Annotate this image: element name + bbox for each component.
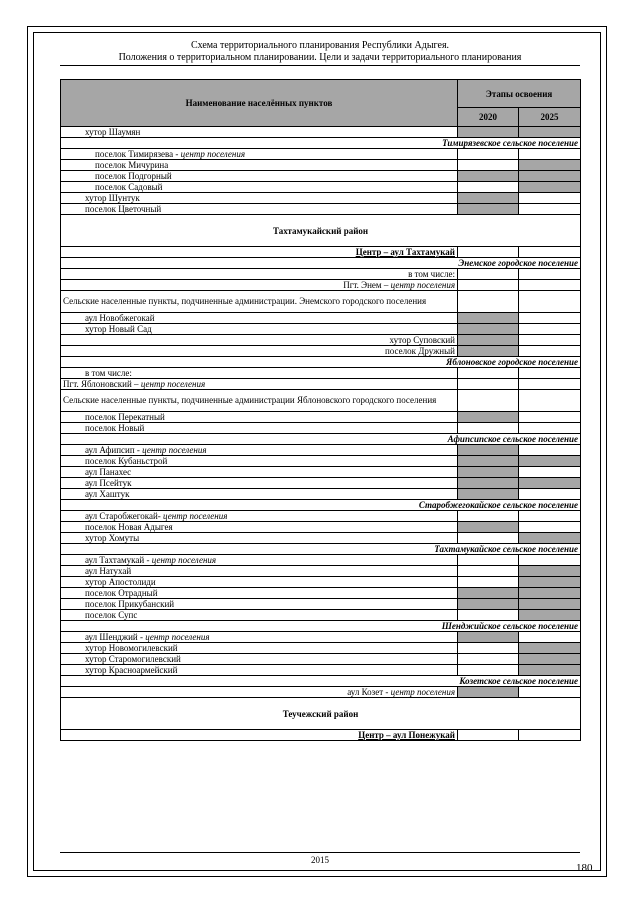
table-row <box>61 467 581 478</box>
column-header-2025: 2025 <box>519 108 581 127</box>
table-row <box>61 160 581 171</box>
table-row <box>61 511 581 522</box>
table-row <box>61 434 581 445</box>
settlement-group-title: Тахтамукайское сельское поселение <box>61 544 581 555</box>
header-divider <box>60 65 580 66</box>
settlement-name: поселок Прикубанский <box>61 599 458 610</box>
table-row <box>61 423 581 434</box>
settlement-name: поселок Садовый <box>61 182 458 193</box>
header-line-2: Положения о территориальном планировании. Цели и задачи территориального планирования <box>118 52 522 63</box>
table-row <box>61 687 581 698</box>
table-row <box>61 599 581 610</box>
district-center: Центр – аул Понежукай <box>61 730 458 741</box>
settlement-name: аул Псейтук <box>61 478 458 489</box>
settlement-group-title: Козетское сельское поселение <box>61 676 581 687</box>
table-row <box>61 654 581 665</box>
settlement-name: поселок Мичурина <box>61 160 458 171</box>
settlement-group-title: Энемское городское поселение <box>61 258 581 269</box>
settlement-name: аул Новобжегокай <box>61 313 458 324</box>
settlement-name: аул Шенджий - центр поселения <box>61 632 458 643</box>
district-center: Центр – аул Тахтамукай <box>61 247 458 258</box>
footer-year: 2015 <box>311 855 329 865</box>
settlement-name: в том числе: <box>61 269 458 280</box>
table-row <box>61 566 581 577</box>
settlement-name: хутор Красноармейский <box>61 665 458 676</box>
table-row <box>61 193 581 204</box>
table-row <box>61 258 581 269</box>
column-header-stages: Этапы освоения <box>458 80 581 108</box>
settlement-name: хутор Новомогилевский <box>61 643 458 654</box>
table-row <box>61 335 581 346</box>
settlement-name: поселок Супс <box>61 610 458 621</box>
table-row <box>61 390 581 412</box>
settlement-name: аул Хаштук <box>61 489 458 500</box>
settlement-name: поселок Подгорный <box>61 171 458 182</box>
settlement-name: Сельские населенные пункты, подчиненные администрации Яблоновского городского поселения <box>61 390 458 412</box>
settlement-name: поселок Кубаньстрой <box>61 456 458 467</box>
table-row <box>61 346 581 357</box>
settlements-table <box>60 79 581 741</box>
settlement-name: Сельские населенные пункты, подчиненные администрации. Энемского городского поселения <box>61 291 458 313</box>
table-row <box>61 544 581 555</box>
table-row <box>61 500 581 511</box>
settlement-name: хутор Старомогилевский <box>61 654 458 665</box>
settlement-name: аул Козет - центр поселения <box>61 687 458 698</box>
settlement-name: хутор Хомуты <box>61 533 458 544</box>
table-row <box>61 357 581 368</box>
settlement-name: хутор Новый Сад <box>61 324 458 335</box>
page-number: 180 <box>576 862 593 874</box>
table-row <box>61 698 581 730</box>
settlement-name: аул Старобжегокай- центр поселения <box>61 511 458 522</box>
table-row <box>61 676 581 687</box>
district-title: Теучежский район <box>61 698 581 730</box>
settlement-name: хутор Апостолиди <box>61 577 458 588</box>
table-row <box>61 478 581 489</box>
settlement-group-title: Старобжегокайское сельское поселение <box>61 500 581 511</box>
table-row <box>61 456 581 467</box>
settlement-name: аул Тахтамукай - центр поселения <box>61 555 458 566</box>
settlement-group-title: Шенджийское сельское поселение <box>61 621 581 632</box>
table-row <box>61 445 581 456</box>
settlement-group-title: Афипсипское сельское поселение <box>61 434 581 445</box>
header-line-1: Схема территориального планирования Республики Адыгея. <box>190 40 450 51</box>
settlement-name: аул Натухай <box>61 566 458 577</box>
settlement-name: поселок Отрадный <box>61 588 458 599</box>
table-row <box>61 730 581 741</box>
table-row <box>61 489 581 500</box>
settlement-name: хутор Суповский <box>61 335 458 346</box>
table-row <box>61 412 581 423</box>
district-title: Тахтамукайский район <box>61 215 581 247</box>
table-row <box>61 204 581 215</box>
settlement-name: хутор Шаумян <box>61 127 458 138</box>
footer-divider <box>60 852 580 853</box>
settlement-name: поселок Новый <box>61 423 458 434</box>
settlement-name: поселок Новая Адыгея <box>61 522 458 533</box>
table-row <box>61 269 581 280</box>
column-header-name: Наименование населённых пунктов <box>61 80 458 127</box>
settlement-name: хутор Шунтук <box>61 193 458 204</box>
table-row <box>61 379 581 390</box>
table-row <box>61 171 581 182</box>
table-row <box>61 313 581 324</box>
table-row <box>61 588 581 599</box>
settlement-name: Пгт. Энем – центр поселения <box>61 280 458 291</box>
column-header-2020: 2020 <box>458 108 519 127</box>
table-row <box>61 610 581 621</box>
table-row <box>61 533 581 544</box>
table-row <box>61 621 581 632</box>
table-row <box>61 182 581 193</box>
settlement-name: поселок Дружный <box>61 346 458 357</box>
table-header-row <box>61 80 581 108</box>
settlement-name: аул Афипсип - центр поселения <box>61 445 458 456</box>
table-row <box>61 665 581 676</box>
table-row <box>61 291 581 313</box>
table-row <box>61 643 581 654</box>
table-row <box>61 324 581 335</box>
table-row <box>61 138 581 149</box>
table-row <box>61 247 581 258</box>
table-row <box>61 632 581 643</box>
table-row <box>61 280 581 291</box>
settlement-name: в том числе: <box>61 368 458 379</box>
settlement-name: поселок Цветочный <box>61 204 458 215</box>
table-row <box>61 522 581 533</box>
table-row <box>61 127 581 138</box>
table-row <box>61 149 581 160</box>
settlement-name: поселок Перекатный <box>61 412 458 423</box>
settlement-name: Пгт. Яблоновский – центр поселения <box>61 379 458 390</box>
table-row <box>61 577 581 588</box>
settlement-group-title: Яблоновское городское поселение <box>61 357 581 368</box>
table-row <box>61 215 581 247</box>
settlement-group-title: Тимирязевское сельское поселение <box>61 138 581 149</box>
table-row <box>61 368 581 379</box>
settlement-name: поселок Тимирязева - центр поселения <box>61 149 458 160</box>
table-row <box>61 555 581 566</box>
settlement-name: аул Панахес <box>61 467 458 478</box>
